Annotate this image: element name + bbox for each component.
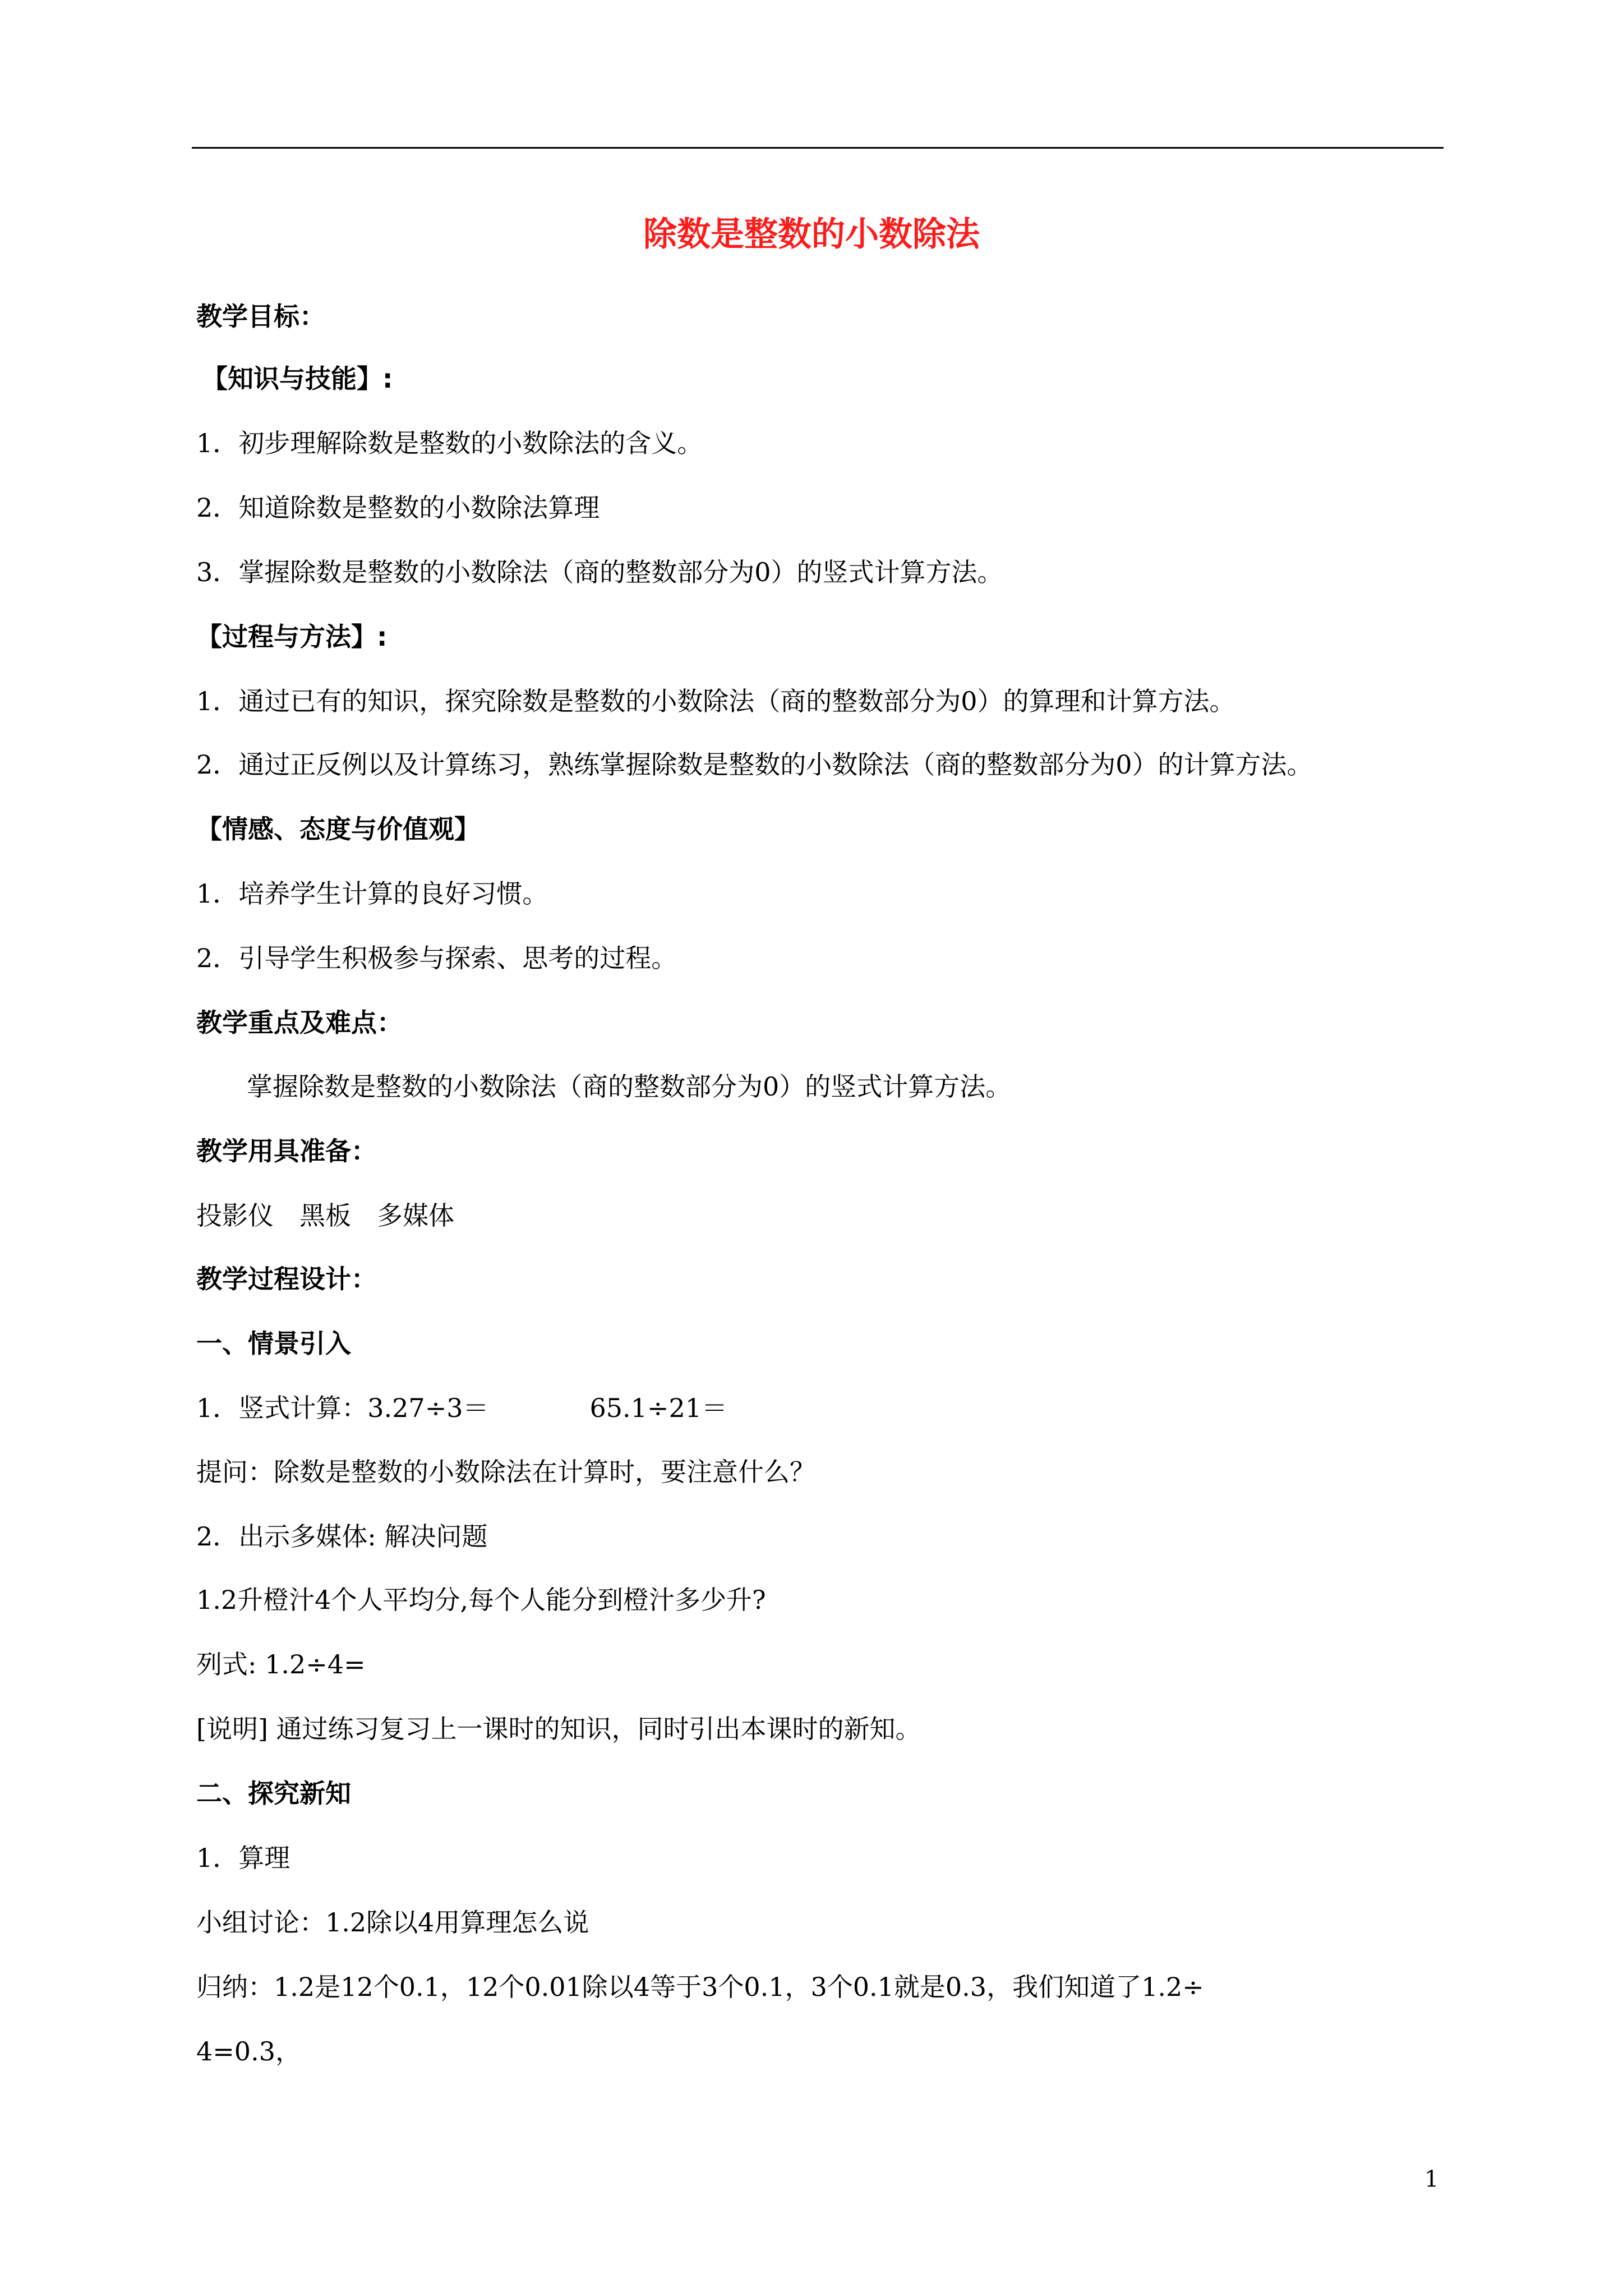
knowledge-item-2: 2．知道除数是整数的小数除法算理 xyxy=(196,493,600,523)
section1-calc-line xyxy=(196,1391,727,1425)
section1-heading: 一、情景引入 xyxy=(196,1328,351,1359)
process-item-2: 2．通过正反例以及计算练习，熟练掌握除数是整数的小数除法（商的整数部分为0）的计算方法。 xyxy=(196,749,1313,780)
page-number: 1 xyxy=(1424,2166,1439,2192)
section1-note: [说明] 通过练习复习上一课时的知识，同时引出本课时的新知。 xyxy=(196,1714,921,1744)
page-title: 除数是整数的小数除法 xyxy=(643,215,980,254)
section1-item-2: 2．出示多媒体: 解决问题 xyxy=(196,1521,488,1552)
process-design-heading: 教学过程设计： xyxy=(196,1264,377,1294)
key-points-text: 掌握除数是整数的小数除法（商的整数部分为0）的竖式计算方法。 xyxy=(247,1071,1012,1102)
section2-item-1: 1．算理 xyxy=(196,1843,291,1873)
calc-first: 1．竖式计算：3.27÷3＝ xyxy=(196,1393,489,1423)
section2-discussion: 小组讨论：1.2除以4用算理怎么说 xyxy=(196,1907,589,1938)
header-rule xyxy=(192,147,1444,149)
section2-summary-line1: 归纳：1.2是12个0.1，12个0.01除以4等于3个0.1，3个0.1就是0.3，我们知道了1.2÷ xyxy=(196,1972,1204,2002)
section1-formula: 列式: 1.2÷4= xyxy=(196,1649,366,1680)
calc-second: 65.1÷21＝ xyxy=(589,1393,727,1423)
knowledge-item-3: 3．掌握除数是整数的小数除法（商的整数部分为0）的竖式计算方法。 xyxy=(196,557,1003,587)
process-item-1: 1．通过已有的知识，探究除数是整数的小数除法（商的整数部分为0）的算理和计算方法。 xyxy=(196,686,1235,716)
section1-problem: 1.2升橙汁4个人平均分,每个人能分到橙汁多少升? xyxy=(196,1585,766,1615)
section1-question: 提问：除数是整数的小数除法在计算时，要注意什么？ xyxy=(196,1457,815,1487)
teaching-goals-heading: 教学目标： xyxy=(196,301,325,332)
key-points-heading: 教学重点及难点： xyxy=(196,1007,403,1038)
emotion-item-2: 2．引导学生积极参与探索、思考的过程。 xyxy=(196,943,677,973)
emotion-values-heading: 【情感、态度与价值观】 xyxy=(196,814,480,844)
tools-heading: 教学用具准备： xyxy=(196,1136,377,1166)
knowledge-skills-heading: 【知识与技能】: xyxy=(202,364,393,394)
knowledge-item-1: 1．初步理解除数是整数的小数除法的含义。 xyxy=(196,428,703,458)
tools-text: 投影仪 黑板 多媒体 xyxy=(196,1200,454,1231)
emotion-item-1: 1．培养学生计算的良好习惯。 xyxy=(196,878,548,909)
section2-summary-line2: 4=0.3， xyxy=(196,2036,301,2067)
section2-heading: 二、探究新知 xyxy=(196,1778,351,1809)
process-methods-heading: 【过程与方法】: xyxy=(196,622,388,652)
